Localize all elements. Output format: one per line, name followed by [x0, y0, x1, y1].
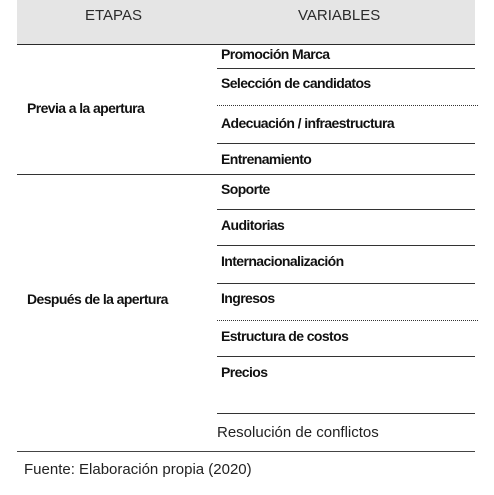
header-etapas: ETAPAS	[85, 7, 142, 24]
variable-seleccion-candidatos: Selección de candidatos	[221, 75, 371, 91]
row-divider-dotted	[217, 105, 478, 106]
row-divider	[217, 356, 475, 357]
stage-despues: Después de la apertura	[27, 291, 168, 307]
variable-adecuacion: Adecuación / infraestructura	[221, 115, 395, 131]
variable-estructura-costos: Estructura de costos	[221, 328, 349, 344]
row-divider	[217, 68, 475, 69]
source-note: Fuente: Elaboración propia (2020)	[24, 461, 252, 478]
row-divider-dotted	[217, 320, 478, 321]
stage-previa: Previa a la apertura	[27, 100, 145, 116]
variable-promocion-marca: Promoción Marca	[221, 46, 330, 62]
row-divider	[217, 209, 475, 210]
variable-internacionalizacion: Internacionalización	[221, 253, 344, 269]
row-divider	[217, 245, 475, 246]
header-variables: VARIABLES	[298, 7, 381, 24]
variable-soporte: Soporte	[221, 181, 270, 197]
group-divider	[17, 174, 475, 175]
table-header-row	[17, 0, 475, 45]
table-bottom-border	[17, 451, 475, 452]
variable-auditorias: Auditorias	[221, 217, 285, 233]
variable-ingresos: Ingresos	[221, 290, 275, 306]
row-divider	[217, 413, 475, 414]
row-divider	[217, 283, 475, 284]
variable-resolucion-conflictos: Resolución de conflictos	[217, 424, 379, 441]
row-divider	[217, 143, 475, 144]
variable-precios: Precios	[221, 364, 268, 380]
variable-entrenamiento: Entrenamiento	[221, 151, 312, 167]
